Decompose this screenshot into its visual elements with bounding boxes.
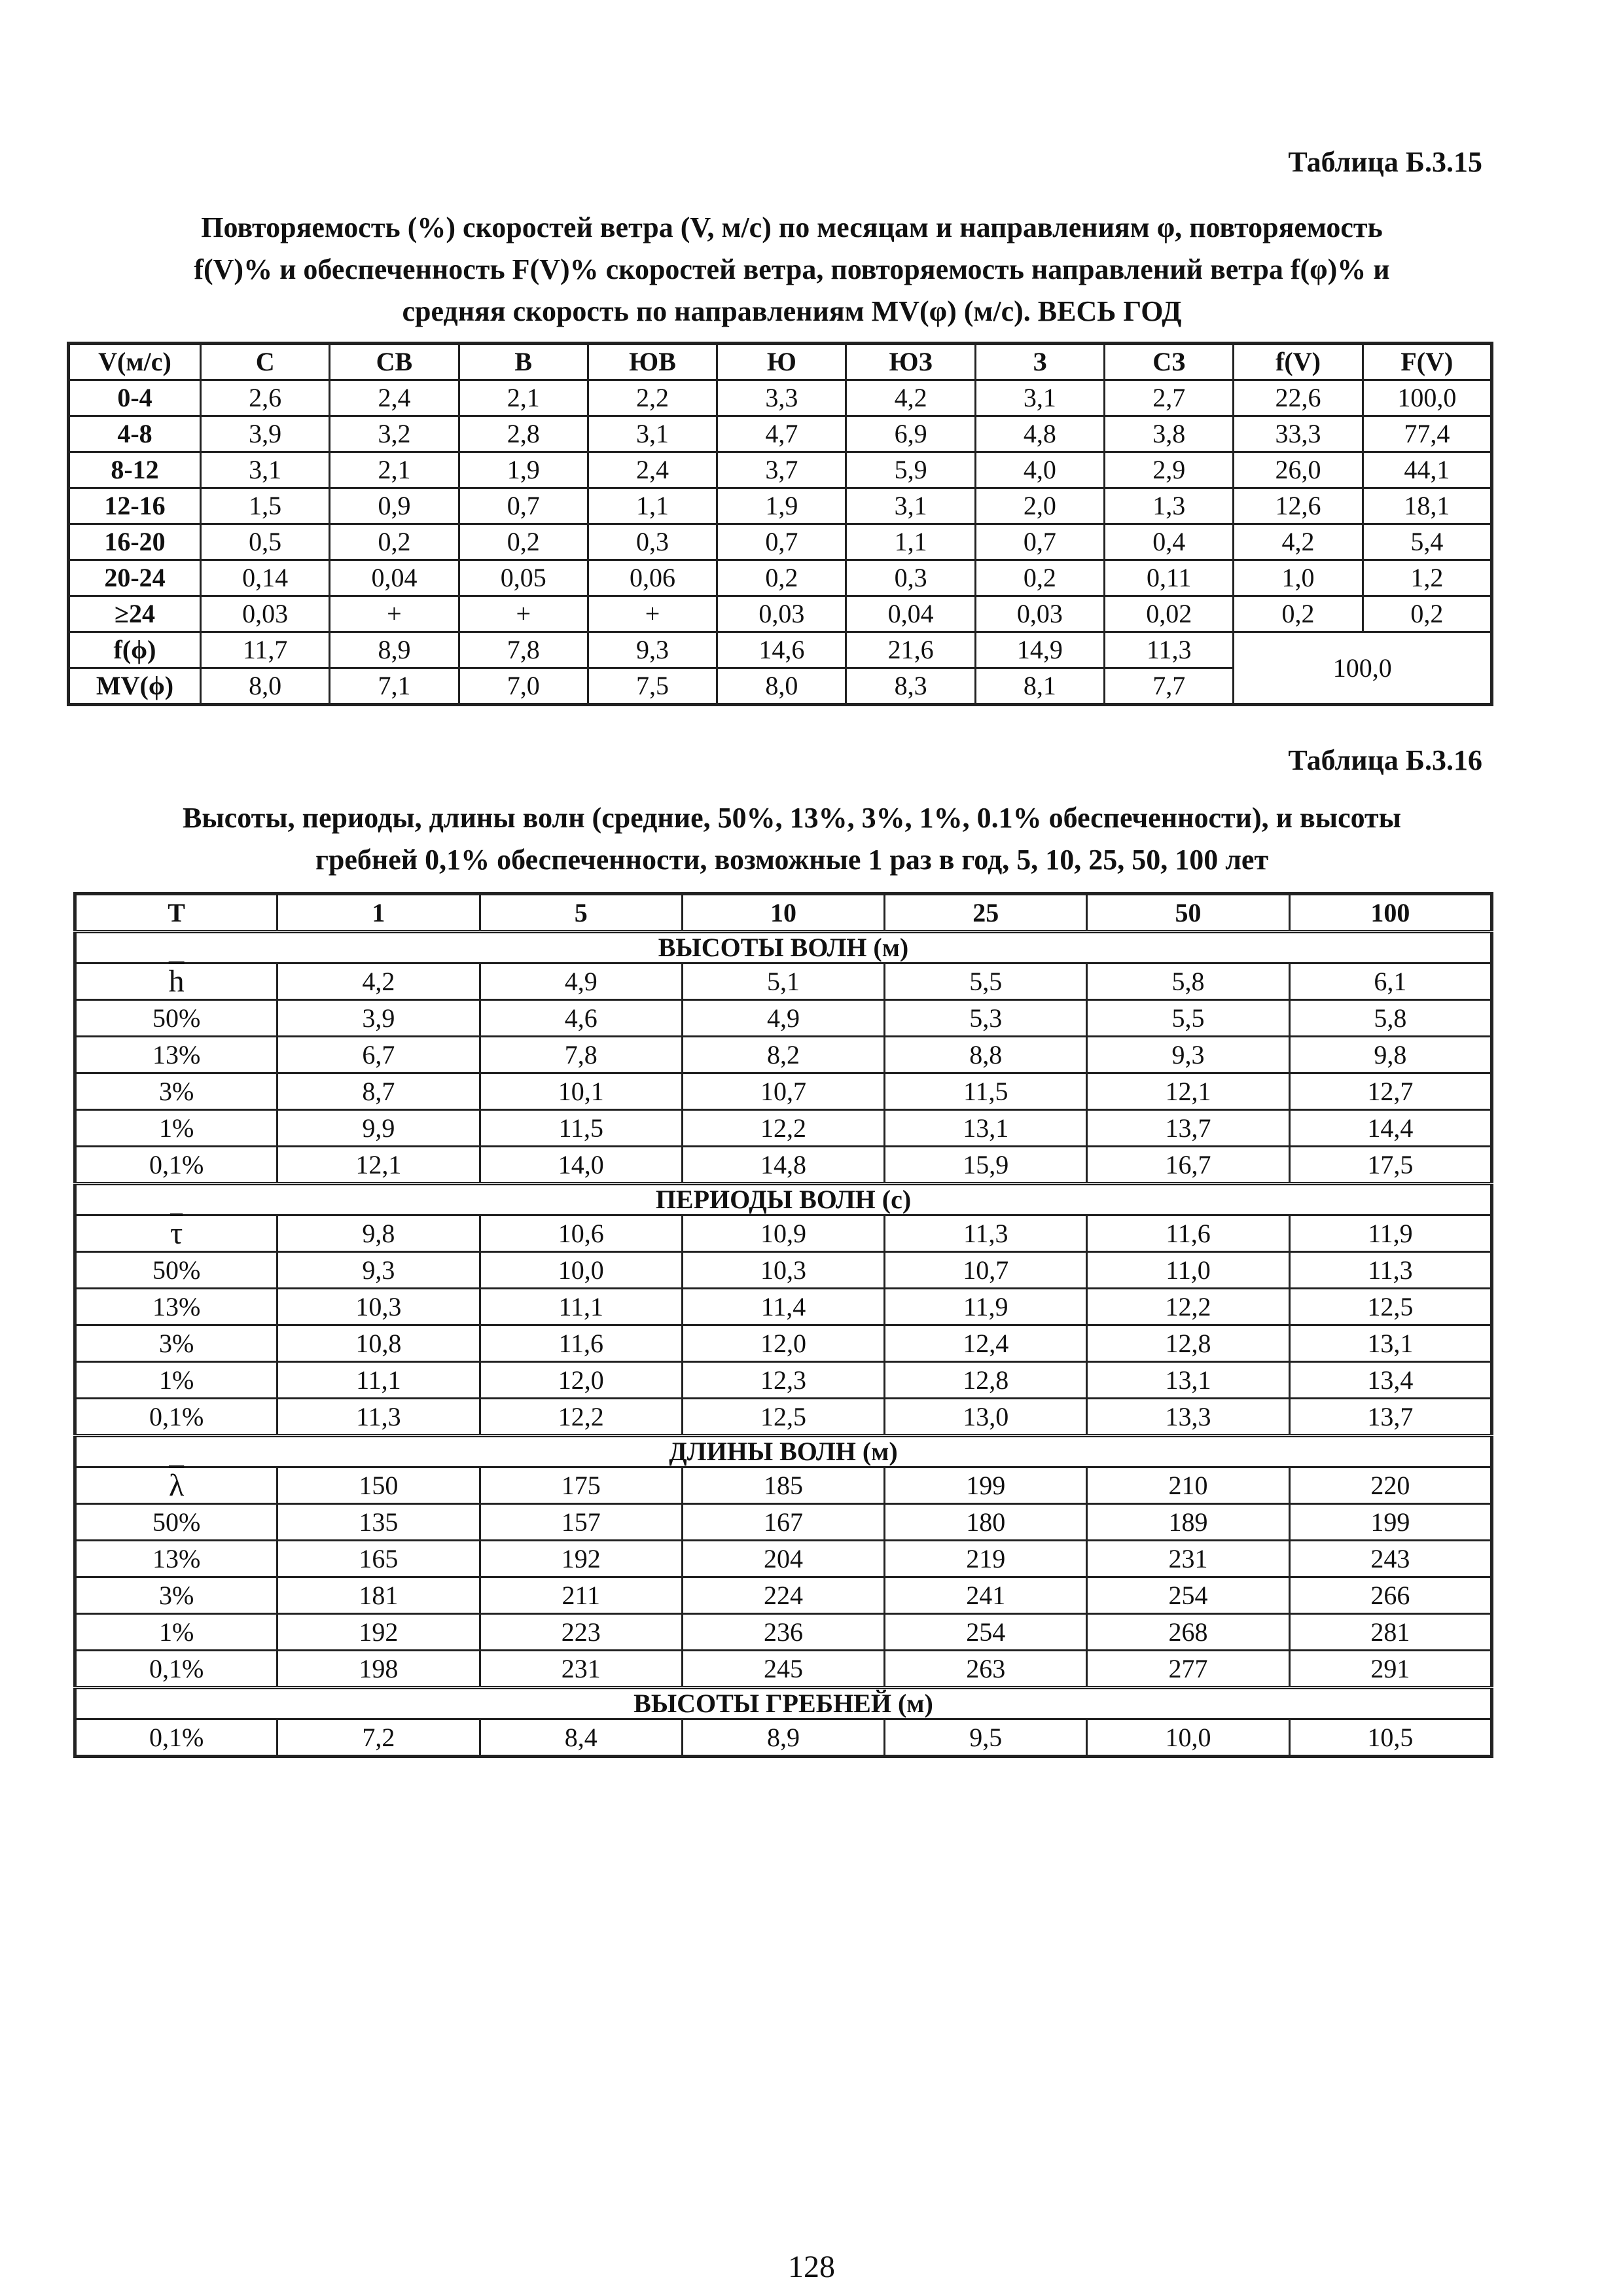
table1-cell: 7,8 <box>459 632 588 668</box>
table1-cell: 2,6 <box>201 380 330 416</box>
table2-cell: 268 <box>1087 1614 1289 1651</box>
table1-cell: 3,1 <box>975 380 1104 416</box>
table2-row-header: 13% <box>75 1289 277 1325</box>
table1-cell: 33,3 <box>1234 416 1363 452</box>
table2-cell: 13,1 <box>885 1110 1087 1147</box>
table2-row <box>75 1362 1492 1399</box>
table2-cell: 7,2 <box>277 1719 480 1757</box>
table1-cell: 4,8 <box>975 416 1104 452</box>
table2-header-cell: 25 <box>885 894 1087 932</box>
table2-cell: 5,8 <box>1289 1000 1491 1037</box>
table2-section-row <box>75 1436 1492 1467</box>
table2-cell: 231 <box>1087 1541 1289 1577</box>
table2-row <box>75 963 1492 1000</box>
table2-row-header: 50% <box>75 1252 277 1289</box>
table1-cell: 0,03 <box>201 596 330 632</box>
table2-cell: 11,0 <box>1087 1252 1289 1289</box>
table2-cell: 231 <box>480 1651 682 1688</box>
table2-cell: 11,5 <box>480 1110 682 1147</box>
table1-header-cell: V(м/с) <box>69 344 201 380</box>
table2-cell: 165 <box>277 1541 480 1577</box>
table2-cell: 263 <box>885 1651 1087 1688</box>
table2-row <box>75 1614 1492 1651</box>
table2-cell: 14,8 <box>682 1147 884 1184</box>
table2-row-header: 0,1% <box>75 1147 277 1184</box>
table2-cell: 8,2 <box>682 1037 884 1073</box>
table1-header-cell: СВ <box>330 344 459 380</box>
table2-cell: 266 <box>1289 1577 1491 1614</box>
table2-cell: 4,2 <box>277 963 480 1000</box>
table1-cell: 6,9 <box>846 416 975 452</box>
table1-cell: 22,6 <box>1234 380 1363 416</box>
table2-cell: 13,7 <box>1087 1110 1289 1147</box>
table2-row <box>75 1504 1492 1541</box>
table2-cell: 10,7 <box>885 1252 1087 1289</box>
table1-cell: 4,2 <box>846 380 975 416</box>
table2-cell: 167 <box>682 1504 884 1541</box>
table2-cell: 9,3 <box>1087 1037 1289 1073</box>
table2-section-title: ДЛИНЫ ВОЛН (м) <box>75 1436 1492 1467</box>
table2-cell: 210 <box>1087 1467 1289 1504</box>
table2-cell: 6,7 <box>277 1037 480 1073</box>
table2-row <box>75 1073 1492 1110</box>
table2-cell: 5,1 <box>682 963 884 1000</box>
table1-label: Таблица Б.3.15 <box>1288 146 1482 178</box>
table2-header-cell: 5 <box>480 894 682 932</box>
table1-cell: 8,3 <box>846 668 975 705</box>
table1-cell: 5,9 <box>846 452 975 488</box>
table2-row <box>75 1719 1492 1757</box>
wind-speed-table <box>67 342 1493 706</box>
table1-cell: 11,7 <box>201 632 330 668</box>
table2-cell: 12,0 <box>480 1362 682 1399</box>
table2-row-header: 50% <box>75 1504 277 1541</box>
table1-cell: 0,04 <box>846 596 975 632</box>
table2-cell: 11,3 <box>885 1215 1087 1252</box>
table1-cell: 8,1 <box>975 668 1104 705</box>
table1-cell: 2,1 <box>330 452 459 488</box>
table2-cell: 10,8 <box>277 1325 480 1362</box>
table2-cell: 220 <box>1289 1467 1491 1504</box>
table2-cell: 11,9 <box>885 1289 1087 1325</box>
table1-row-header: 12-16 <box>69 488 201 524</box>
table2-title <box>79 797 1505 881</box>
table1-cell: 0,06 <box>588 560 717 596</box>
table1-row <box>69 524 1492 560</box>
table1-cell: 14,6 <box>717 632 846 668</box>
table1-row <box>69 380 1492 416</box>
table1-cell: 0,2 <box>1234 596 1363 632</box>
table1-total-cell: 100,0 <box>1234 632 1492 705</box>
table2-cell: 13,3 <box>1087 1399 1289 1436</box>
table2-section-title: ВЫСОТЫ ВОЛН (м) <box>75 932 1492 963</box>
table2-cell: 236 <box>682 1614 884 1651</box>
table1-cell: 1,5 <box>201 488 330 524</box>
table2-cell: 9,9 <box>277 1110 480 1147</box>
table2-cell: 181 <box>277 1577 480 1614</box>
table1-cell: + <box>459 596 588 632</box>
table2-row <box>75 1215 1492 1252</box>
table2-cell: 3,9 <box>277 1000 480 1037</box>
table1-cell: 8,0 <box>201 668 330 705</box>
table2-cell: 12,2 <box>682 1110 884 1147</box>
table2-row-header: 1% <box>75 1110 277 1147</box>
table2-cell: 13,0 <box>885 1399 1087 1436</box>
table2-cell: 12,7 <box>1289 1073 1491 1110</box>
table1-row <box>69 416 1492 452</box>
table2-title-line: Высоты, периоды, длины волн (средние, 50%, 13%, 3%, 1%, 0.1% обеспеченности), и высоты <box>182 802 1402 834</box>
table1-title-line: средняя скорость по направлениям MV(φ) (м/с). ВЕСЬ ГОД <box>402 295 1182 327</box>
table2-cell: 9,8 <box>277 1215 480 1252</box>
table1-header-row <box>69 344 1492 380</box>
table1-header-cell: Ю <box>717 344 846 380</box>
table2-cell: 211 <box>480 1577 682 1614</box>
table2-cell: 185 <box>682 1467 884 1504</box>
table2-header-cell: 50 <box>1087 894 1289 932</box>
table2-header-cell: 100 <box>1289 894 1491 932</box>
table1-cell: 11,3 <box>1105 632 1234 668</box>
table2-section-row <box>75 1184 1492 1215</box>
table1-header-cell: ЮВ <box>588 344 717 380</box>
table2-cell: 5,5 <box>885 963 1087 1000</box>
table1-cell: 0,2 <box>975 560 1104 596</box>
table2-row-header: 13% <box>75 1541 277 1577</box>
table2-row <box>75 1541 1492 1577</box>
table2-cell: 224 <box>682 1577 884 1614</box>
table2-row-header: 50% <box>75 1000 277 1037</box>
table1-cell: 1,1 <box>588 488 717 524</box>
table1-cell: 0,04 <box>330 560 459 596</box>
table1-row-header: 4-8 <box>69 416 201 452</box>
table1-cell: 0,3 <box>588 524 717 560</box>
table1-row-header: 16-20 <box>69 524 201 560</box>
table2-cell: 12,1 <box>1087 1073 1289 1110</box>
table1-cell: 7,0 <box>459 668 588 705</box>
table1-cell: 2,8 <box>459 416 588 452</box>
table1-cell: 100,0 <box>1363 380 1491 416</box>
table2-row-header: 0,1% <box>75 1651 277 1688</box>
table2-cell: 219 <box>885 1541 1087 1577</box>
table1-cell: 0,2 <box>330 524 459 560</box>
table2-cell: 8,8 <box>885 1037 1087 1073</box>
table1-cell: 2,4 <box>330 380 459 416</box>
table2-header-cell: 10 <box>682 894 884 932</box>
table2-cell: 4,9 <box>480 963 682 1000</box>
table1-cell: 1,9 <box>717 488 846 524</box>
table1-header-cell: В <box>459 344 588 380</box>
table2-section-row <box>75 1688 1492 1719</box>
table2-cell: 223 <box>480 1614 682 1651</box>
table2-cell: 14,0 <box>480 1147 682 1184</box>
table1-cell: 12,6 <box>1234 488 1363 524</box>
table2-header-cell: T <box>75 894 277 932</box>
table2-cell: 204 <box>682 1541 884 1577</box>
table2-row-header: $\overline{\lambda}$ <box>75 1467 277 1504</box>
table1-cell: 3,1 <box>846 488 975 524</box>
table2-cell: 10,6 <box>480 1215 682 1252</box>
table2-cell: 12,4 <box>885 1325 1087 1362</box>
table2-cell: 13,4 <box>1289 1362 1491 1399</box>
table2-section-row <box>75 932 1492 963</box>
table1-title-line: Повторяемость (%) скоростей ветра (V, м/с) по месяцам и направлениям φ, повторяемость <box>201 211 1383 243</box>
table1-title-line: f(V)% и обеспеченность F(V)% скоростей ветра, повторяемость направлений ветра f(φ)% и <box>194 253 1390 285</box>
table1-cell: 2,9 <box>1105 452 1234 488</box>
table2-cell: 6,1 <box>1289 963 1491 1000</box>
table1-cell: 0,11 <box>1105 560 1234 596</box>
table2-cell: 199 <box>885 1467 1087 1504</box>
table2-row-header: 1% <box>75 1362 277 1399</box>
table2-cell: 198 <box>277 1651 480 1688</box>
table1-header-cell: F(V) <box>1363 344 1491 380</box>
table2-row-header: 3% <box>75 1325 277 1362</box>
table1-header-cell: З <box>975 344 1104 380</box>
table2-cell: 12,5 <box>1289 1289 1491 1325</box>
table2-cell: 10,0 <box>1087 1719 1289 1757</box>
table2-cell: 12,1 <box>277 1147 480 1184</box>
table2-section-title: ПЕРИОДЫ ВОЛН (с) <box>75 1184 1492 1215</box>
table2-cell: 11,1 <box>277 1362 480 1399</box>
table1-cell: 77,4 <box>1363 416 1491 452</box>
table1-cell: 4,2 <box>1234 524 1363 560</box>
table2-row-header: 0,1% <box>75 1719 277 1757</box>
table2-cell: 17,5 <box>1289 1147 1491 1184</box>
table2-cell: 11,4 <box>682 1289 884 1325</box>
table1-cell: 0,3 <box>846 560 975 596</box>
table2-cell: 13,1 <box>1289 1325 1491 1362</box>
table2-cell: 10,7 <box>682 1073 884 1110</box>
table2-cell: 4,6 <box>480 1000 682 1037</box>
table1-row-header: 8-12 <box>69 452 201 488</box>
table1-cell: 2,2 <box>588 380 717 416</box>
table2-cell: 180 <box>885 1504 1087 1541</box>
table1-cell: 18,1 <box>1363 488 1491 524</box>
table2-row-header: 0,1% <box>75 1399 277 1436</box>
table2-cell: 10,3 <box>682 1252 884 1289</box>
table1-cell: 1,9 <box>459 452 588 488</box>
table2-cell: 12,8 <box>1087 1325 1289 1362</box>
table2-cell: 11,3 <box>277 1399 480 1436</box>
table1-cell: 3,7 <box>717 452 846 488</box>
table1-cell: 3,9 <box>201 416 330 452</box>
table1-cell: 21,6 <box>846 632 975 668</box>
table2-cell: 241 <box>885 1577 1087 1614</box>
table2-cell: 281 <box>1289 1614 1491 1651</box>
table1-cell: 7,5 <box>588 668 717 705</box>
table1-row-header: 20-24 <box>69 560 201 596</box>
table2-cell: 14,4 <box>1289 1110 1491 1147</box>
wave-parameters-table <box>73 892 1493 1758</box>
table2-row <box>75 1147 1492 1184</box>
table2-row-header: 1% <box>75 1614 277 1651</box>
table2-cell: 11,5 <box>885 1073 1087 1110</box>
table2-cell: 9,8 <box>1289 1037 1491 1073</box>
table1-cell: 2,4 <box>588 452 717 488</box>
table2-cell: 199 <box>1289 1504 1491 1541</box>
table2-row-header: $\overline{h}$ <box>75 963 277 1000</box>
table2-header-cell: 1 <box>277 894 480 932</box>
table2-cell: 13,7 <box>1289 1399 1491 1436</box>
table2-cell: 189 <box>1087 1504 1289 1541</box>
table1-cell: + <box>588 596 717 632</box>
table2-cell: 9,5 <box>885 1719 1087 1757</box>
table2-row-header: 13% <box>75 1037 277 1073</box>
table2-cell: 8,4 <box>480 1719 682 1757</box>
table2-cell: 254 <box>1087 1577 1289 1614</box>
table2-cell: 12,3 <box>682 1362 884 1399</box>
table1-cell: 3,3 <box>717 380 846 416</box>
table1-cell: 14,9 <box>975 632 1104 668</box>
table1-cell: 7,1 <box>330 668 459 705</box>
table1-cell: 3,8 <box>1105 416 1234 452</box>
table2-cell: 5,8 <box>1087 963 1289 1000</box>
table2-cell: 11,6 <box>480 1325 682 1362</box>
table2-cell: 16,7 <box>1087 1147 1289 1184</box>
table1-cell: 1,0 <box>1234 560 1363 596</box>
table1-cell: 44,1 <box>1363 452 1491 488</box>
table1-cell: 5,4 <box>1363 524 1491 560</box>
table2-row-header: 3% <box>75 1073 277 1110</box>
table2-cell: 245 <box>682 1651 884 1688</box>
table2-cell: 13,1 <box>1087 1362 1289 1399</box>
table2-cell: 10,5 <box>1289 1719 1491 1757</box>
table1-cell: 1,3 <box>1105 488 1234 524</box>
table1-cell: 9,3 <box>588 632 717 668</box>
table2-cell: 175 <box>480 1467 682 1504</box>
table2-cell: 12,2 <box>480 1399 682 1436</box>
table2-cell: 192 <box>480 1541 682 1577</box>
table1-header-cell: СЗ <box>1105 344 1234 380</box>
table1-cell: 0,03 <box>975 596 1104 632</box>
table2-cell: 135 <box>277 1504 480 1541</box>
table2-cell: 9,3 <box>277 1252 480 1289</box>
table1-cell: 0,05 <box>459 560 588 596</box>
table2-row <box>75 1651 1492 1688</box>
table2-row <box>75 1577 1492 1614</box>
table1-cell: 0,7 <box>717 524 846 560</box>
table2-cell: 4,9 <box>682 1000 884 1037</box>
table1-row <box>69 596 1492 632</box>
table1-header-cell: f(V) <box>1234 344 1363 380</box>
table1-cell: 1,2 <box>1363 560 1491 596</box>
table1-cell: 2,0 <box>975 488 1104 524</box>
table1-cell: 0,2 <box>459 524 588 560</box>
table1-cell: 8,0 <box>717 668 846 705</box>
table2-cell: 291 <box>1289 1651 1491 1688</box>
table2-cell: 10,0 <box>480 1252 682 1289</box>
table2-cell: 254 <box>885 1614 1087 1651</box>
table2-section-title: ВЫСОТЫ ГРЕБНЕЙ (м) <box>75 1688 1492 1719</box>
table2-cell: 5,5 <box>1087 1000 1289 1037</box>
table1-cell: 4,7 <box>717 416 846 452</box>
table2-header-row <box>75 894 1492 932</box>
table1-row-header: ≥24 <box>69 596 201 632</box>
table2-row <box>75 1467 1492 1504</box>
table1-cell: + <box>330 596 459 632</box>
table2-cell: 277 <box>1087 1651 1289 1688</box>
table1-cell: 3,1 <box>588 416 717 452</box>
table2-cell: 192 <box>277 1614 480 1651</box>
table1-header-cell: ЮЗ <box>846 344 975 380</box>
table2-cell: 10,3 <box>277 1289 480 1325</box>
table1-row-header: f(ϕ) <box>69 632 201 668</box>
table2-cell: 11,9 <box>1289 1215 1491 1252</box>
table1-cell: 0,2 <box>717 560 846 596</box>
table1-cell: 7,7 <box>1105 668 1234 705</box>
table2-row-header: $\overline{\tau}$ <box>75 1215 277 1252</box>
table1-cell: 0,02 <box>1105 596 1234 632</box>
table2-row <box>75 1110 1492 1147</box>
table1-cell: 2,1 <box>459 380 588 416</box>
table1-cell: 4,0 <box>975 452 1104 488</box>
table2-cell: 8,7 <box>277 1073 480 1110</box>
table1-cell: 1,1 <box>846 524 975 560</box>
table2-cell: 7,8 <box>480 1037 682 1073</box>
table2-cell: 15,9 <box>885 1147 1087 1184</box>
table2-cell: 12,5 <box>682 1399 884 1436</box>
table1-cell: 3,2 <box>330 416 459 452</box>
table2-cell: 157 <box>480 1504 682 1541</box>
table2-cell: 243 <box>1289 1541 1491 1577</box>
table2-title-line: гребней 0,1% обеспеченности, возможные 1 раз в год, 5, 10, 25, 50, 100 лет <box>315 844 1269 876</box>
table1-row <box>69 560 1492 596</box>
table1-title <box>79 207 1505 332</box>
table2-cell: 8,9 <box>682 1719 884 1757</box>
table2-cell: 12,8 <box>885 1362 1087 1399</box>
table1-row-header: MV(ϕ) <box>69 668 201 705</box>
table2-row <box>75 1252 1492 1289</box>
table1-cell: 2,7 <box>1105 380 1234 416</box>
table1-cell: 0,4 <box>1105 524 1234 560</box>
table2-cell: 10,1 <box>480 1073 682 1110</box>
table1-f-phi-row <box>69 632 1492 668</box>
table2-row <box>75 1000 1492 1037</box>
table1-row-header: 0-4 <box>69 380 201 416</box>
table2-row-header: 3% <box>75 1577 277 1614</box>
table1-cell: 0,2 <box>1363 596 1491 632</box>
table1-row <box>69 452 1492 488</box>
table2-cell: 11,3 <box>1289 1252 1491 1289</box>
table1-cell: 0,14 <box>201 560 330 596</box>
table2-row <box>75 1289 1492 1325</box>
table2-row <box>75 1399 1492 1436</box>
table2-cell: 12,0 <box>682 1325 884 1362</box>
table1-cell: 3,1 <box>201 452 330 488</box>
table1-row <box>69 488 1492 524</box>
table2-row <box>75 1325 1492 1362</box>
table2-cell: 5,3 <box>885 1000 1087 1037</box>
table1-header-cell: С <box>201 344 330 380</box>
table2-cell: 11,1 <box>480 1289 682 1325</box>
table1-cell: 8,9 <box>330 632 459 668</box>
table1-cell: 0,7 <box>459 488 588 524</box>
page-number: 128 <box>788 2250 835 2284</box>
table2-cell: 12,2 <box>1087 1289 1289 1325</box>
table2-cell: 150 <box>277 1467 480 1504</box>
table1-cell: 0,5 <box>201 524 330 560</box>
table1-cell: 26,0 <box>1234 452 1363 488</box>
table2-label: Таблица Б.3.16 <box>1288 744 1482 776</box>
table2-cell: 10,9 <box>682 1215 884 1252</box>
table1-cell: 0,03 <box>717 596 846 632</box>
table2-cell: 11,6 <box>1087 1215 1289 1252</box>
table2-row <box>75 1037 1492 1073</box>
table1-cell: 0,9 <box>330 488 459 524</box>
table1-cell: 0,7 <box>975 524 1104 560</box>
